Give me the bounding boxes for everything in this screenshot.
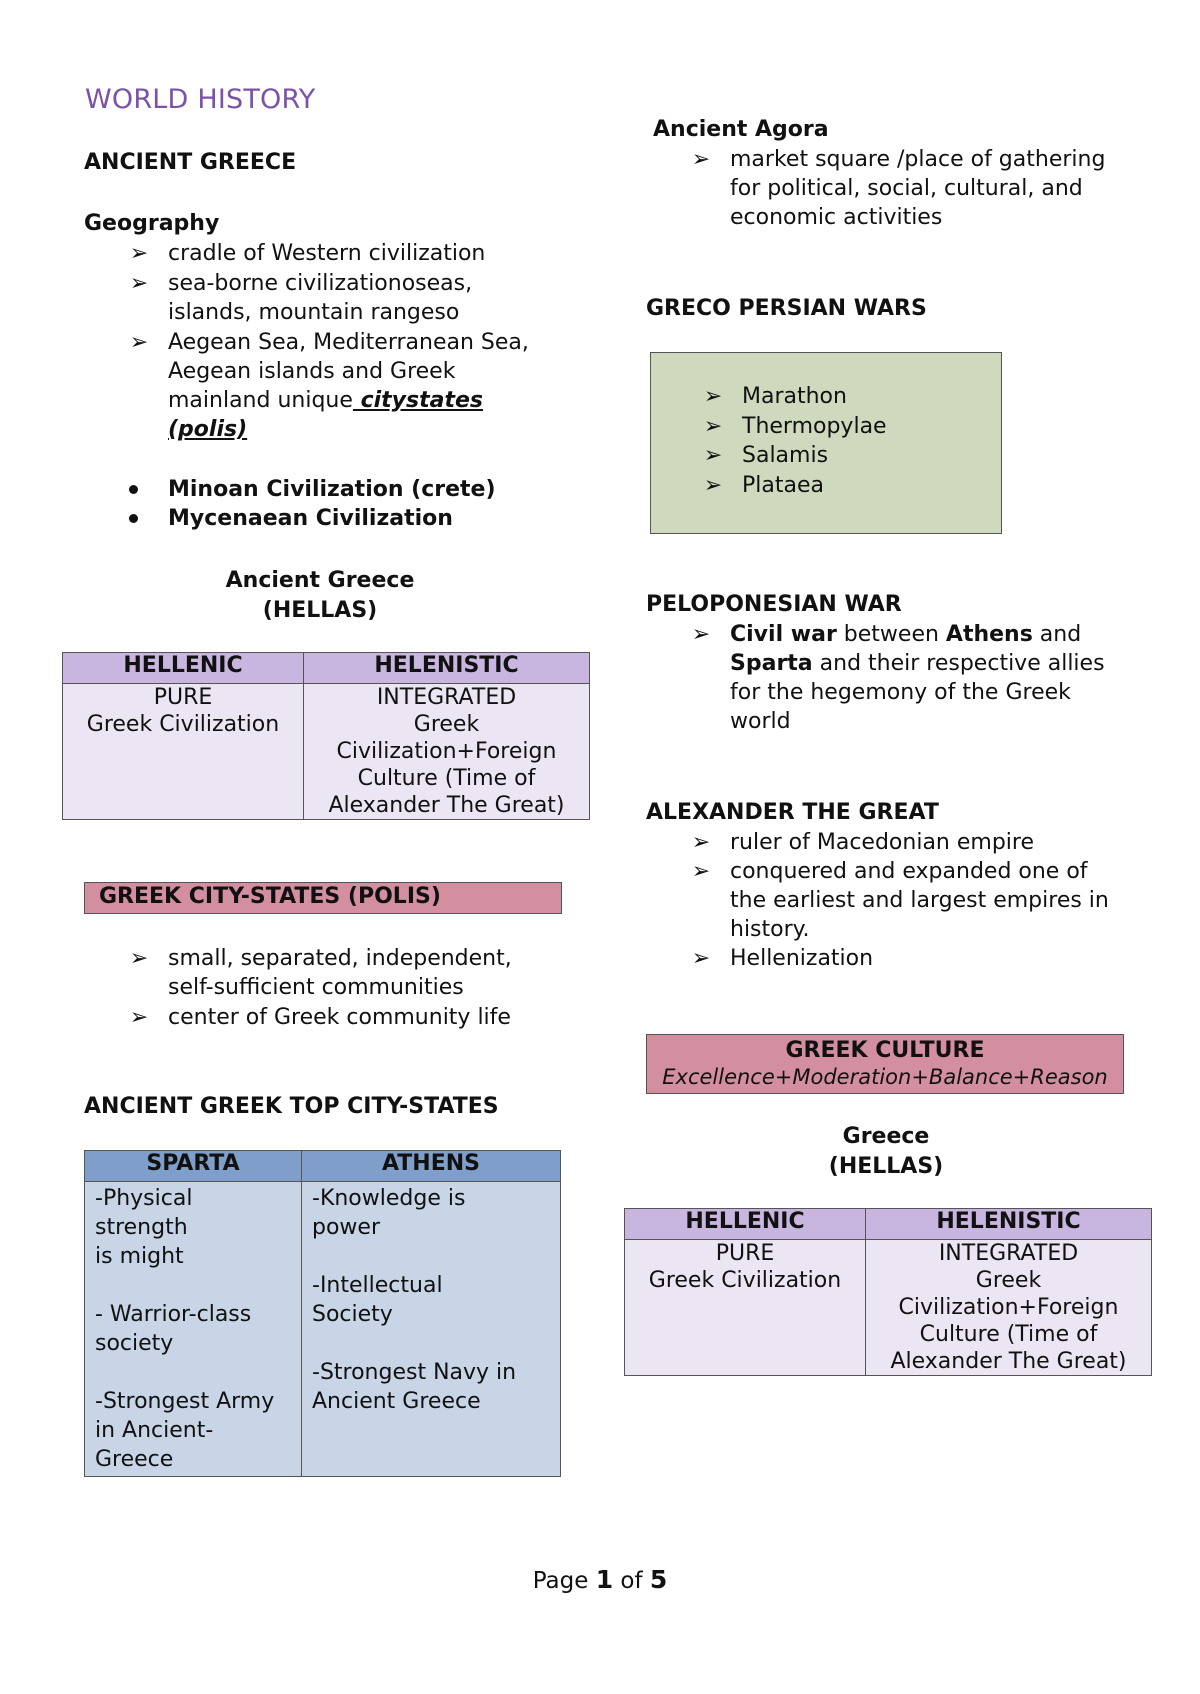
hellenic-cell: PURE Greek Civilization	[63, 684, 304, 820]
geography-bullet-2: ➢ sea-borne civilizationoseas, islands, mountain rangeso	[168, 269, 472, 327]
agora-bullet: ➢ market square /place of gathering for political, social, cultural, and economic activities	[730, 145, 1105, 232]
top-city-states-heading: ANCIENT GREEK TOP CITY-STATES	[84, 1094, 499, 1119]
arrow-bullet-icon: ➢	[691, 830, 711, 855]
helenistic-cell: INTEGRATED Greek Civilization+Foreign Culture (Time of Alexander The Great)	[866, 1240, 1152, 1376]
header-hellenic: HELLENIC	[625, 1209, 866, 1240]
arrow-bullet-icon: ➢	[691, 147, 711, 172]
arrow-bullet-icon: ➢	[691, 622, 711, 647]
arrow-bullet-icon: ➢	[703, 443, 723, 468]
page-footer: Page 1 of 5	[532, 1565, 668, 1594]
geography-heading: Geography	[84, 211, 220, 236]
total-page-number: 5	[649, 1565, 668, 1594]
arrow-bullet-icon: ➢	[691, 859, 711, 884]
alexander-bullet-3: ➢ Hellenization	[730, 944, 873, 973]
battle-marathon: Marathon	[742, 384, 847, 409]
alexander-heading: ALEXANDER THE GREAT	[646, 800, 939, 825]
greek-culture-banner	[646, 1034, 1124, 1094]
alexander-bullet-1: ➢ ruler of Macedonian empire	[730, 828, 1034, 857]
agora-heading: Ancient Agora	[653, 117, 829, 142]
arrow-bullet-icon: ➢	[703, 413, 723, 439]
hellenic-table-left	[62, 652, 590, 820]
persian-battles-list	[703, 382, 887, 500]
header-hellenic: HELLENIC	[63, 653, 304, 684]
hellas-title-left: Ancient Greece (HELLAS)	[225, 568, 415, 623]
persian-wars-heading: GRECO PERSIAN WARS	[646, 296, 927, 321]
greek-culture-title: GREEK CULTURE	[785, 1038, 985, 1063]
polis-emphasis: (polis)	[168, 417, 248, 442]
hellas-title-right: Greece (HELLAS)	[828, 1124, 944, 1179]
arrow-bullet-icon: ➢	[129, 1005, 149, 1030]
sparta-cell: -Physical strength is might - Warrior-class society -Strongest Army in Ancient-Greece	[85, 1182, 302, 1477]
arrow-bullet-icon: ➢	[129, 330, 149, 355]
current-page-number: 1	[595, 1565, 614, 1594]
section-heading-ancient-greece: ANCIENT GREECE	[84, 150, 297, 175]
round-bullet-icon	[129, 514, 138, 523]
arrow-bullet-icon: ➢	[129, 946, 149, 971]
polis-bullet-1: ➢ small, separated, independent, self-sufficient communities	[168, 944, 512, 1002]
citystates-emphasis: citystates	[352, 388, 483, 413]
peloponesian-bullet: ➢ Civil war between Athens and Sparta and their respective allies for the hegemony of the Greek world	[730, 620, 1105, 736]
greek-culture-subtitle: Excellence+Moderation+Balance+Reason	[662, 1065, 1108, 1089]
polis-banner: GREEK CITY-STATES (POLIS)	[84, 882, 562, 914]
round-bullet-icon	[129, 485, 138, 494]
battle-salamis: Salamis	[742, 443, 829, 468]
polis-bullet-2: ➢ center of Greek community life	[168, 1003, 511, 1032]
city-states-table	[84, 1150, 561, 1477]
arrow-bullet-icon: ➢	[703, 384, 723, 409]
helenistic-cell: INTEGRATED Greek Civilization+Foreign Culture (Time of Alexander The Great)	[304, 684, 590, 820]
arrow-bullet-icon: ➢	[703, 472, 723, 498]
hellenic-table-right	[624, 1208, 1152, 1376]
geography-bullet-1: ➢ cradle of Western civilization	[168, 239, 485, 268]
dot-item-mycenaean: Mycenaean Civilization	[168, 504, 453, 533]
hellenic-cell: PURE Greek Civilization	[625, 1240, 866, 1376]
header-athens: ATHENS	[302, 1151, 561, 1182]
geography-bullet-3: ➢ Aegean Sea, Mediterranean Sea, Aegean islands and Greek mainland unique citystates (polis)	[168, 328, 529, 444]
battle-thermopylae: Thermopylae	[742, 413, 887, 439]
peloponesian-war-heading: PELOPONESIAN WAR	[646, 592, 902, 617]
page-title: WORLD HISTORY	[85, 84, 316, 115]
header-sparta: SPARTA	[85, 1151, 302, 1182]
header-helenistic: HELENISTIC	[866, 1209, 1152, 1240]
header-helenistic: HELENISTIC	[304, 653, 590, 684]
arrow-bullet-icon: ➢	[691, 946, 711, 971]
arrow-bullet-icon: ➢	[129, 241, 149, 266]
alexander-bullet-2: ➢ conquered and expanded one of the earliest and largest empires in history.	[730, 857, 1109, 944]
dot-item-minoan: Minoan Civilization (crete)	[168, 475, 496, 504]
battle-plataea: Plataea	[742, 472, 824, 498]
athens-cell: -Knowledge is power -Intellectual Society -Strongest Navy in Ancient Greece	[302, 1182, 561, 1477]
arrow-bullet-icon: ➢	[129, 271, 149, 296]
